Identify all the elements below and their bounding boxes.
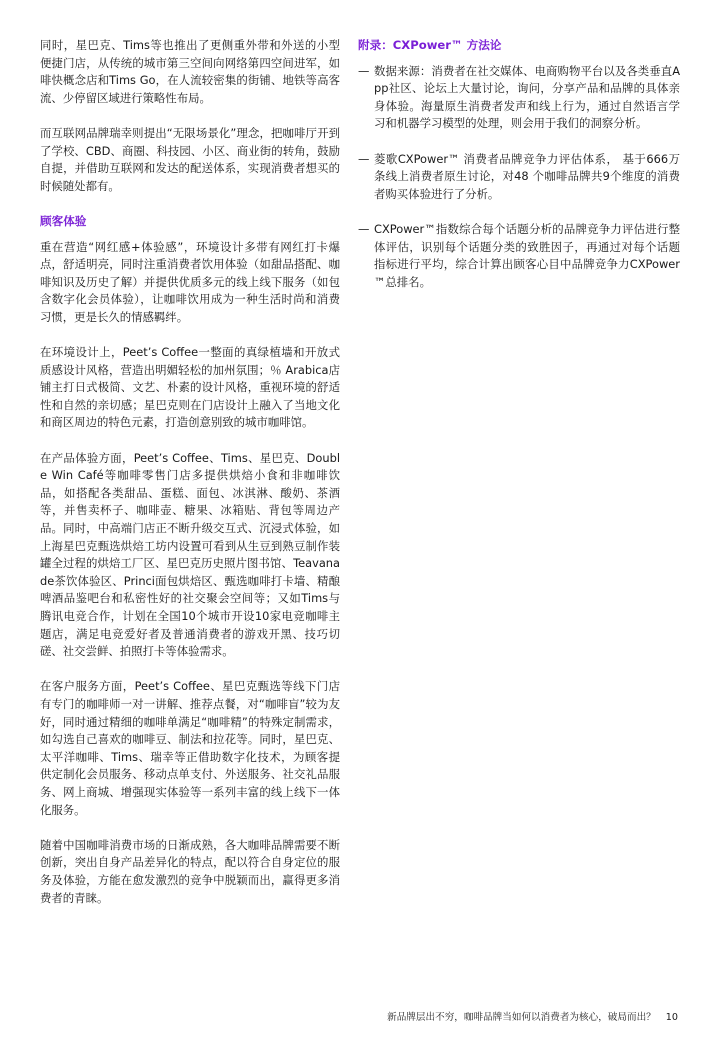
paragraph-environment: 在环境设计上，Peet’s Coffee一整面的真绿植墙和开放式质感设计风格，营造出明媚轻松的加州氛围；％ Arabica店铺主打日式极简、文艺、朴素的设计风格，重视环境的舒适性和自然的亲切感；星巴克则在门店设计上融入了当地文化和商区周边的特色元素，打造创意别致的城市咖啡馆。 [40, 345, 340, 430]
paragraph-stores: 同时，星巴克、Tims等也推出了更侧重外带和外送的小型便捷门店，从传统的城市第三空间向网络第四空间进军，如啡快概念店和Tims Go，在人流较密集的街铺、地铁等高客流、少停留区域进行策略性布局。 [40, 38, 340, 105]
paragraph-conclusion: 随着中国咖啡消费市场的日渐成熟，各大咖啡品牌需要不断创新，突出自身产品差异化的特点，配以符合自身定位的服务及体验，方能在愈发激烈的竞争中脱颖而出，赢得更多消费者的青睐。 [40, 837, 340, 905]
paragraph-experience-intro: 重在营造“网红感+体验感”，环境设计多带有网红打卡爆点，舒适明亮，同时注重消费者饮用体验（如甜品搭配、咖啡知识及历史了解）并提供优质多元的线上线下服务（如包含数字化会员体验），让咖啡饮用成为一种生活时尚和消费习惯，更是长久的情感羁绊。 [40, 239, 340, 324]
paragraph-product: 在产品体验方面，Peet’s Coffee、Tims、星巴克、Double Win Café等咖啡零售门店多提供烘焙小食和非咖啡饮品，如搭配各类甜品、蛋糕、面包、冰淇淋、酸奶、茶酒等，并售卖杯子、咖啡壶、糖果、冰箱贴、背包等周边产品。同时，中高端门店正不断升级交互式、沉浸式体验，如上海星巴克甄选烘焙工坊内设置可看到从生豆到熟豆制作装罐全过程的烘焙工厂区、星巴克历史照片图书馆、Teavanade茶饮体验区、Princi面包烘焙区、甄选咖啡打卡墙、精酿啤酒品鉴吧台和私密性好的社交聚会空间等；又如Tims与腾讯电竞合作，计划在全国10个城市开设10家电竞咖啡主题店，满足电竞爱好者及普通消费者的游戏开黑、技巧切磋、社交尝鲜、拍照打卡等体验需求。 [40, 450, 340, 659]
footer-text: 新品牌层出不穷，咖啡品牌当如何以消费者为核心，破局而出？ [387, 1012, 656, 1023]
page-footer [387, 1009, 678, 1023]
section-heading-customer-experience: 顾客体验 [40, 213, 87, 228]
left-column [40, 37, 340, 925]
right-column [358, 37, 680, 309]
bullet-text: 菱歌CXPower™ 消费者品牌竞争力评估体系， 基于666万条线上消费者原生讨论，对48 个咖啡品牌共9个维度的消费者购买体验进行了分析。 [374, 151, 680, 201]
bullet-text: CXPower™指数综合每个话题分析的品牌竞争力评估进行整体评估，识别每个话题分类的致胜因子，再通过对每个话题指标进行平均，综合计算出顾客心目中品牌竞争力CXPower™总排名。 [374, 221, 680, 289]
bullet-item [358, 151, 680, 204]
bullet-item [358, 221, 680, 291]
dash-marker: — [358, 63, 370, 78]
page-number: 10 [665, 1012, 678, 1023]
bullet-item [358, 63, 680, 133]
appendix-heading: 附录：CXPower™ 方法论 [358, 38, 502, 52]
dash-marker: — [358, 151, 370, 166]
paragraph-service: 在客户服务方面，Peet’s Coffee、星巴克甄选等线下门店有专门的咖啡师一对一讲解、推荐点餐，对“咖啡盲”较为友好，同时通过精细的咖啡单满足“咖啡精”的特殊定制需求，如勾选自己喜欢的咖啡豆、制法和拉花等。同时，星巴克、太平洋咖啡、Tims、瑞幸等正借助数字化技术，为顾客提供定制化会员服务、移动点单支付、外送服务、社交礼品服务、网上商城、增强现实体验等一系列丰富的线上线下一体化服务。 [40, 679, 340, 817]
dash-marker: — [358, 221, 370, 236]
bullet-text: 数据来源：消费者在社交媒体、电商购物平台以及各类垂直App社区、论坛上大量讨论，询问，分享产品和品牌的具体亲身体验。海量原生消费者发声和线上行为，通过自然语言学习和机器学习模型的处理，则会用于我们的洞察分析。 [374, 63, 680, 131]
paragraph-luckin: 而互联网品牌瑞幸则提出“无限场景化”理念，把咖啡厅开到了学校、CBD、商圈、科技园、小区、商业街的转角，鼓励自提，并借助互联网和发达的配送体系，实现消费者想买的时候随处都有。 [40, 125, 340, 193]
